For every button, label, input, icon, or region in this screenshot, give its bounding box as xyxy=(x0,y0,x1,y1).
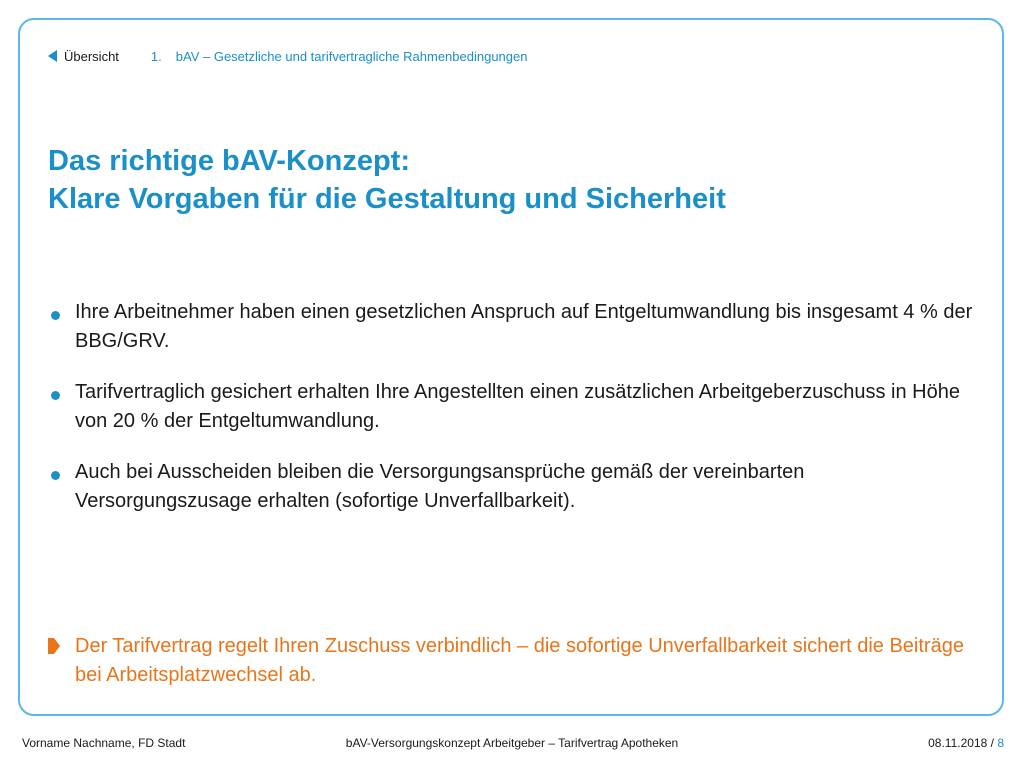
overview-back-link[interactable] xyxy=(48,49,119,64)
arrow-right-marker-icon xyxy=(48,638,60,654)
dot-bullet-icon xyxy=(51,471,60,480)
footer-author: Vorname Nachname, FD Stadt xyxy=(22,736,186,750)
bullet-item xyxy=(48,458,978,516)
slide-title xyxy=(48,142,968,218)
conclusion-statement xyxy=(48,632,978,690)
conclusion-text: Der Tarifvertrag regelt Ihren Zuschuss verbindlich – die sofortige Unverfallbarkeit sichert die Beiträge bei Arbeitsplatzwechsel ab. xyxy=(75,635,964,686)
top-navigation xyxy=(48,46,527,66)
bullet-item xyxy=(48,378,978,436)
breadcrumb[interactable] xyxy=(151,49,528,64)
footer-separator: / xyxy=(990,736,994,750)
bullet-text: Tarifvertraglich gesichert erhalten Ihre Angestellten einen zusätzlichen Arbeitgeberzuschuss in Höhe von 20 % der Entgeltumwandlung. xyxy=(75,381,960,432)
slide-title-line-1: Das richtige bAV-Konzept: xyxy=(48,145,410,177)
footer-page-number: 8 xyxy=(997,736,1004,750)
dot-bullet-icon xyxy=(51,311,60,320)
triangle-left-icon xyxy=(48,50,58,62)
footer-presentation-title: bAV-Versorgungskonzept Arbeitgeber – Tarifvertrag Apotheken xyxy=(345,736,679,750)
slide-title-line-2: Klare Vorgaben für die Gestaltung und Sicherheit xyxy=(48,183,726,215)
bullet-text: Ihre Arbeitnehmer haben einen gesetzlichen Anspruch auf Entgeltumwandlung bis insgesamt 4 % der BBG/GRV. xyxy=(75,301,973,352)
bullet-list xyxy=(48,298,978,538)
footer-date: 08.11.2018 xyxy=(928,736,988,750)
dot-bullet-icon xyxy=(51,391,60,400)
breadcrumb-number: 1. xyxy=(150,48,162,64)
footer-date-page xyxy=(928,736,1004,750)
bullet-text: Auch bei Ausscheiden bleiben die Versorgungsansprüche gemäß der vereinbarten Versorgungszusage erhalten (sofortige Unverfallbarkeit). xyxy=(75,461,805,512)
overview-label: Übersicht xyxy=(64,48,119,64)
bullet-item xyxy=(48,298,978,356)
breadcrumb-text: bAV – Gesetzliche und tarifvertragliche Rahmenbedingungen xyxy=(175,48,528,64)
